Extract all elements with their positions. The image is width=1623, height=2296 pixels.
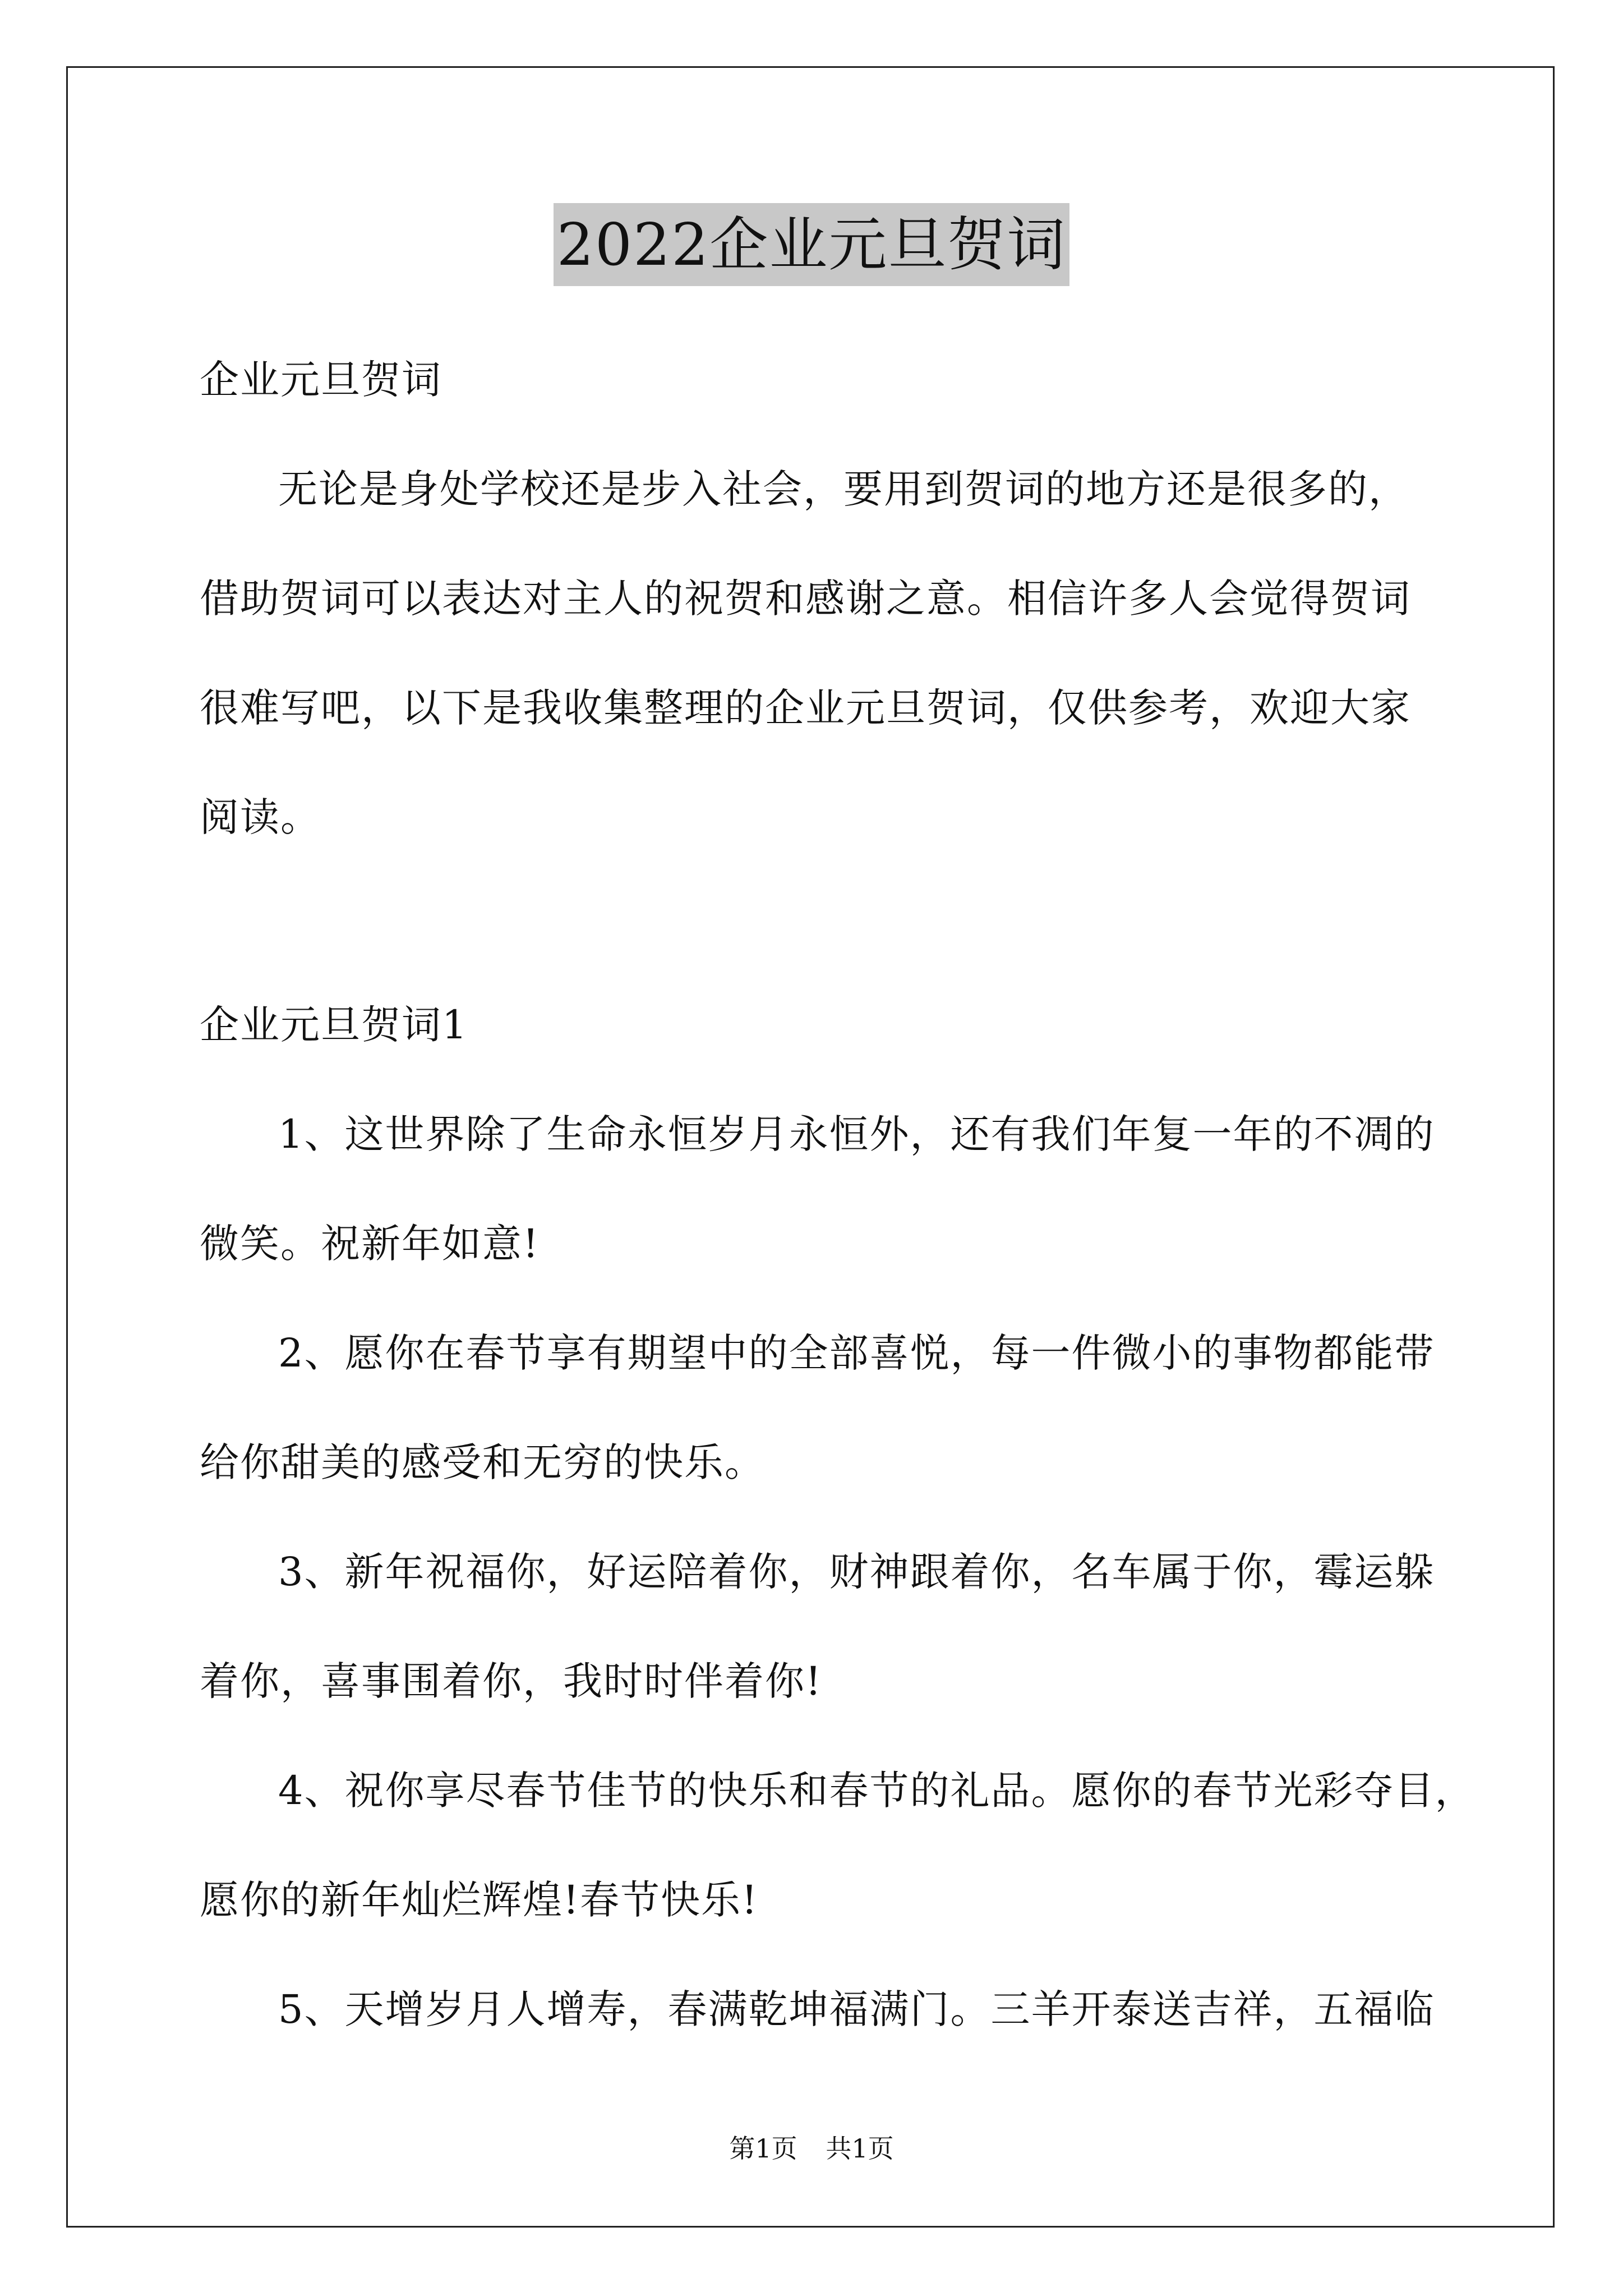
paragraph-line: 给你甜美的感受和无穷的快乐。 [200,1439,765,1485]
paragraph-line: 5、天增岁月人增寿，春满乾坤福满门。三羊开泰送吉祥，五福临 [278,1986,1435,2032]
paragraph-line: 很难写吧，以下是我收集整理的企业元旦贺词，仅供参考，欢迎大家 [200,685,1411,731]
page-number: 第1页 [729,2133,797,2164]
paragraph-line: 微笑。祝新年如意! [200,1221,540,1267]
paragraph-line: 4、祝你享尽春节佳节的快乐和春节的礼品。愿你的春节光彩夺目， [278,1768,1476,1814]
section-heading: 企业元旦贺词 [200,357,442,403]
paragraph-line: 借助贺词可以表达对主人的祝贺和感谢之意。相信许多人会觉得贺词 [200,576,1411,622]
paragraph-line: 3、新年祝福你，好运陪着你，财神跟着你，名车属于你，霉运躲 [278,1549,1435,1595]
document-title: 2022企业元旦贺词 [554,203,1070,286]
paragraph-line: 愿你的新年灿烂辉煌!春节快乐! [200,1877,759,1923]
paragraph-line: 1、这世界除了生命永恒岁月永恒外，还有我们年复一年的不凋的 [278,1111,1435,1157]
paragraph-line: 阅读。 [200,794,321,840]
section-heading: 企业元旦贺词1 [200,1002,468,1048]
page-total: 共1页 [826,2133,894,2164]
page-footer [0,2132,1623,2165]
paragraph-line: 无论是身处学校还是步入社会，要用到贺词的地方还是很多的， [278,466,1409,512]
title-container [0,203,1623,286]
paragraph-line: 2、愿你在春节享有期望中的全部喜悦，每一件微小的事物都能带 [278,1330,1435,1376]
paragraph-line: 着你，喜事围着你，我时时伴着你! [200,1658,823,1704]
